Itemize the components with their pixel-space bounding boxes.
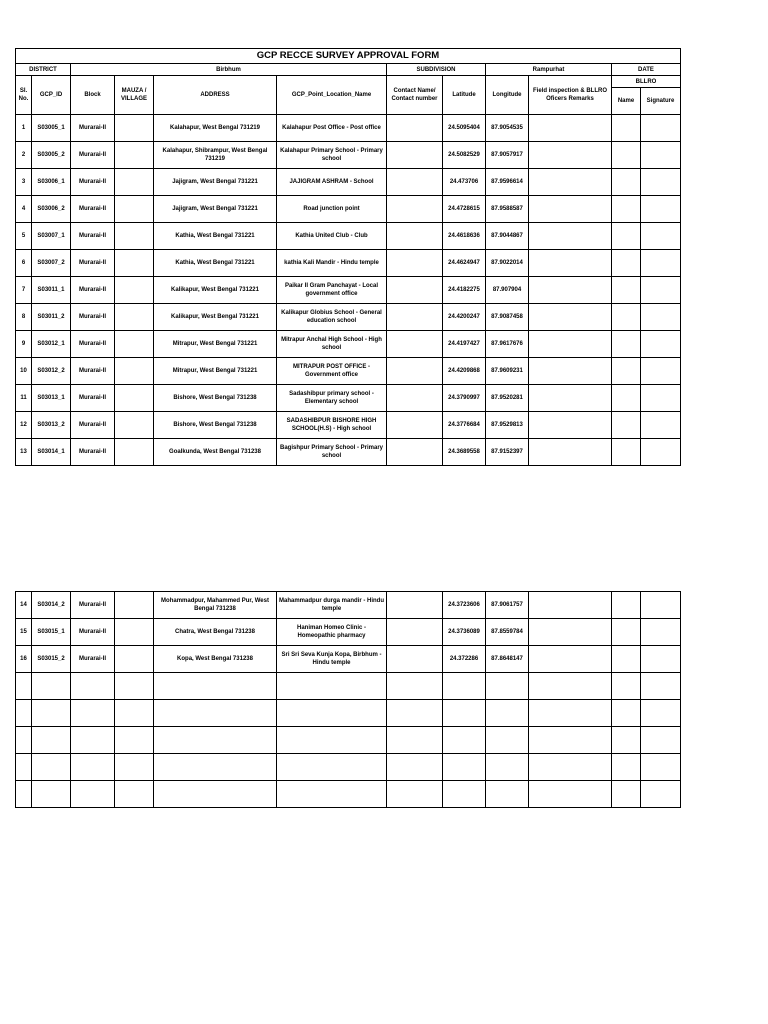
- mauza-cell: [115, 646, 154, 673]
- latitude-cell: 24.3790997: [443, 385, 486, 412]
- bllro-signature-cell: [641, 727, 681, 754]
- gcp-id-cell: S03005_2: [32, 142, 71, 169]
- table-body-page-2: [16, 592, 681, 808]
- bllro-name-cell: [612, 223, 641, 250]
- address-cell: Kathia, West Bengal 731221: [154, 250, 277, 277]
- contact-cell: [387, 331, 443, 358]
- remarks-cell: [529, 331, 612, 358]
- mauza-cell: [115, 142, 154, 169]
- sl-no-cell: 9: [16, 331, 32, 358]
- gcp-id-cell: S03014_2: [32, 592, 71, 619]
- remarks-cell: [529, 619, 612, 646]
- gcp-id-cell: S03012_1: [32, 331, 71, 358]
- bllro-signature-cell: [641, 646, 681, 673]
- location-name-cell: [277, 727, 387, 754]
- location-name-cell: Kalahapur Post Office - Post office: [277, 115, 387, 142]
- latitude-cell: 24.5082529: [443, 142, 486, 169]
- table-row: [16, 250, 681, 277]
- location-name-cell: SADASHIBPUR BISHORE HIGH SCHOOL(H.S) - High school: [277, 412, 387, 439]
- location-name-cell: Mahammadpur durga mandir - Hindu temple: [277, 592, 387, 619]
- table-row: [16, 331, 681, 358]
- mauza-cell: [115, 754, 154, 781]
- latitude-cell: 24.3723606: [443, 592, 486, 619]
- address-cell: Kathia, West Bengal 731221: [154, 223, 277, 250]
- gcp-id-cell: S03007_2: [32, 250, 71, 277]
- remarks-cell: [529, 250, 612, 277]
- contact-cell: [387, 619, 443, 646]
- latitude-cell: [443, 673, 486, 700]
- header-mauza: MAUZA / VILLAGE: [115, 76, 154, 115]
- mauza-cell: [115, 115, 154, 142]
- location-name-cell: [277, 700, 387, 727]
- remarks-cell: [529, 646, 612, 673]
- longitude-cell: 87.907904: [486, 277, 529, 304]
- longitude-cell: 87.8648147: [486, 646, 529, 673]
- header-latitude: Latitude: [443, 76, 486, 115]
- location-name-cell: Kalikapur Globius School - General education school: [277, 304, 387, 331]
- contact-cell: [387, 169, 443, 196]
- bllro-name-cell: [612, 358, 641, 385]
- header-signature: Signature: [641, 88, 681, 115]
- bllro-signature-cell: [641, 169, 681, 196]
- mauza-cell: [115, 277, 154, 304]
- table-row: [16, 196, 681, 223]
- subdivision-value: Rampurhat: [486, 64, 612, 76]
- sl-no-cell: 7: [16, 277, 32, 304]
- gcp-id-cell: S03012_2: [32, 358, 71, 385]
- address-cell: Kalikapur, West Bengal 731221: [154, 304, 277, 331]
- sl-no-cell: 13: [16, 439, 32, 466]
- bllro-signature-cell: [641, 412, 681, 439]
- bllro-name-cell: [612, 385, 641, 412]
- longitude-cell: [486, 673, 529, 700]
- table-row: [16, 727, 681, 754]
- header-name: Name: [612, 88, 641, 115]
- gcp-id-cell: S03015_1: [32, 619, 71, 646]
- latitude-cell: [443, 781, 486, 808]
- bllro-name-cell: [612, 646, 641, 673]
- mauza-cell: [115, 439, 154, 466]
- block-cell: Murarai-II: [71, 592, 115, 619]
- latitude-cell: 24.4624947: [443, 250, 486, 277]
- gcp-id-cell: S03013_1: [32, 385, 71, 412]
- bllro-signature-cell: [641, 619, 681, 646]
- block-cell: Murarai-II: [71, 196, 115, 223]
- block-cell: Murarai-II: [71, 385, 115, 412]
- longitude-cell: 87.9087458: [486, 304, 529, 331]
- address-cell: Mitrapur, West Bengal 731221: [154, 331, 277, 358]
- subdivision-label: SUBDIVISION: [387, 64, 486, 76]
- address-cell: [154, 727, 277, 754]
- remarks-cell: [529, 439, 612, 466]
- district-label: DISTRICT: [16, 64, 71, 76]
- address-cell: [154, 781, 277, 808]
- bllro-signature-cell: [641, 304, 681, 331]
- contact-cell: [387, 727, 443, 754]
- bllro-name-cell: [612, 304, 641, 331]
- mauza-cell: [115, 250, 154, 277]
- block-cell: [71, 673, 115, 700]
- location-name-cell: Kathia United Club - Club: [277, 223, 387, 250]
- table-row: [16, 781, 681, 808]
- mauza-cell: [115, 196, 154, 223]
- table-row: [16, 592, 681, 619]
- remarks-cell: [529, 358, 612, 385]
- longitude-cell: 87.9022014: [486, 250, 529, 277]
- longitude-cell: [486, 727, 529, 754]
- block-cell: [71, 700, 115, 727]
- header-location: GCP_Point_Location_Name: [277, 76, 387, 115]
- table-row: [16, 412, 681, 439]
- gcp-id-cell: S03011_2: [32, 304, 71, 331]
- location-name-cell: Paikar II Gram Panchayat - Local government office: [277, 277, 387, 304]
- bllro-signature-cell: [641, 592, 681, 619]
- location-name-cell: Mitrapur Anchal High School - High school: [277, 331, 387, 358]
- contact-cell: [387, 754, 443, 781]
- gcp-id-cell: [32, 700, 71, 727]
- longitude-cell: [486, 700, 529, 727]
- bllro-name-cell: [612, 781, 641, 808]
- address-cell: Chatra, West Bengal 731238: [154, 619, 277, 646]
- sl-no-cell: 5: [16, 223, 32, 250]
- district-value: Birbhum: [71, 64, 387, 76]
- latitude-cell: 24.3689558: [443, 439, 486, 466]
- block-cell: Murarai-II: [71, 358, 115, 385]
- contact-cell: [387, 196, 443, 223]
- form-title: GCP RECCE SURVEY APPROVAL FORM: [16, 49, 681, 64]
- location-name-cell: JAJIGRAM ASHRAM - School: [277, 169, 387, 196]
- block-cell: Murarai-II: [71, 115, 115, 142]
- mauza-cell: [115, 781, 154, 808]
- location-name-cell: Bagishpur Primary School - Primary school: [277, 439, 387, 466]
- contact-cell: [387, 250, 443, 277]
- contact-cell: [387, 673, 443, 700]
- location-name-cell: Road junction point: [277, 196, 387, 223]
- latitude-cell: [443, 754, 486, 781]
- table-row: [16, 142, 681, 169]
- contact-cell: [387, 439, 443, 466]
- latitude-cell: 24.5095404: [443, 115, 486, 142]
- contact-cell: [387, 223, 443, 250]
- gcp-id-cell: S03007_1: [32, 223, 71, 250]
- latitude-cell: [443, 700, 486, 727]
- header-address: ADDRESS: [154, 76, 277, 115]
- address-cell: [154, 673, 277, 700]
- location-name-cell: [277, 781, 387, 808]
- block-cell: Murarai-II: [71, 331, 115, 358]
- sl-no-cell: 15: [16, 619, 32, 646]
- contact-cell: [387, 115, 443, 142]
- bllro-signature-cell: [641, 385, 681, 412]
- bllro-name-cell: [612, 754, 641, 781]
- table-row: [16, 304, 681, 331]
- block-cell: Murarai-II: [71, 646, 115, 673]
- longitude-cell: 87.9609231: [486, 358, 529, 385]
- bllro-signature-cell: [641, 196, 681, 223]
- bllro-name-cell: [612, 619, 641, 646]
- longitude-cell: 87.9617676: [486, 331, 529, 358]
- gcp-id-cell: [32, 727, 71, 754]
- sl-no-cell: [16, 673, 32, 700]
- contact-cell: [387, 781, 443, 808]
- sl-no-cell: 11: [16, 385, 32, 412]
- address-cell: Kopa, West Bengal 731238: [154, 646, 277, 673]
- address-cell: Mohammadpur, Mahammed Pur, West Bengal 731238: [154, 592, 277, 619]
- header-remarks: Field inspection & BLLRO Oficers Remarks: [529, 76, 612, 115]
- sl-no-cell: [16, 754, 32, 781]
- bllro-name-cell: [612, 115, 641, 142]
- bllro-signature-cell: [641, 115, 681, 142]
- table-body-page-1: [16, 115, 681, 466]
- approval-form-table: [15, 48, 681, 466]
- bllro-signature-cell: [641, 439, 681, 466]
- block-cell: [71, 781, 115, 808]
- latitude-cell: 24.4728615: [443, 196, 486, 223]
- location-name-cell: [277, 754, 387, 781]
- sl-no-cell: 1: [16, 115, 32, 142]
- bllro-signature-cell: [641, 754, 681, 781]
- mauza-cell: [115, 358, 154, 385]
- longitude-cell: 87.9520281: [486, 385, 529, 412]
- header-gcp-id: GCP_ID: [32, 76, 71, 115]
- location-name-cell: [277, 673, 387, 700]
- table-row: [16, 277, 681, 304]
- remarks-cell: [529, 169, 612, 196]
- mauza-cell: [115, 592, 154, 619]
- longitude-cell: 87.9061757: [486, 592, 529, 619]
- table-row: [16, 754, 681, 781]
- sl-no-cell: 2: [16, 142, 32, 169]
- bllro-signature-cell: [641, 781, 681, 808]
- longitude-cell: 87.9057917: [486, 142, 529, 169]
- header-contact: Contact Name/ Contact number: [387, 76, 443, 115]
- address-cell: Mitrapur, West Bengal 731221: [154, 358, 277, 385]
- remarks-cell: [529, 142, 612, 169]
- sl-no-cell: 8: [16, 304, 32, 331]
- address-cell: Kalahapur, Shibrampur, West Bengal 731219: [154, 142, 277, 169]
- bllro-name-cell: [612, 727, 641, 754]
- gcp-id-cell: [32, 673, 71, 700]
- address-cell: [154, 700, 277, 727]
- latitude-cell: 24.4197427: [443, 331, 486, 358]
- bllro-signature-cell: [641, 358, 681, 385]
- bllro-signature-cell: [641, 223, 681, 250]
- bllro-signature-cell: [641, 673, 681, 700]
- latitude-cell: 24.3736089: [443, 619, 486, 646]
- bllro-signature-cell: [641, 277, 681, 304]
- table-row: [16, 169, 681, 196]
- header-block: Block: [71, 76, 115, 115]
- sl-no-cell: 10: [16, 358, 32, 385]
- table-row: [16, 385, 681, 412]
- sl-no-cell: 6: [16, 250, 32, 277]
- remarks-cell: [529, 223, 612, 250]
- gcp-id-cell: S03005_1: [32, 115, 71, 142]
- latitude-cell: 24.3776684: [443, 412, 486, 439]
- latitude-cell: 24.4200247: [443, 304, 486, 331]
- gcp-id-cell: [32, 754, 71, 781]
- sl-no-cell: 12: [16, 412, 32, 439]
- table-row: [16, 673, 681, 700]
- table-row: [16, 358, 681, 385]
- table-row: [16, 439, 681, 466]
- bllro-name-cell: [612, 142, 641, 169]
- longitude-cell: 87.9044867: [486, 223, 529, 250]
- bllro-name-cell: [612, 592, 641, 619]
- longitude-cell: 87.9054535: [486, 115, 529, 142]
- latitude-cell: 24.372286: [443, 646, 486, 673]
- mauza-cell: [115, 673, 154, 700]
- remarks-cell: [529, 700, 612, 727]
- header-longitude: Longitude: [486, 76, 529, 115]
- address-cell: Jajigram, West Bengal 731221: [154, 196, 277, 223]
- table-row: [16, 700, 681, 727]
- block-cell: [71, 754, 115, 781]
- contact-cell: [387, 304, 443, 331]
- bllro-name-cell: [612, 277, 641, 304]
- bllro-name-cell: [612, 169, 641, 196]
- contact-cell: [387, 646, 443, 673]
- longitude-cell: 87.9596614: [486, 169, 529, 196]
- block-cell: Murarai-II: [71, 412, 115, 439]
- remarks-cell: [529, 385, 612, 412]
- remarks-cell: [529, 115, 612, 142]
- remarks-cell: [529, 592, 612, 619]
- block-cell: Murarai-II: [71, 223, 115, 250]
- remarks-cell: [529, 412, 612, 439]
- contact-cell: [387, 385, 443, 412]
- bllro-signature-cell: [641, 250, 681, 277]
- bllro-name-cell: [612, 250, 641, 277]
- gcp-id-cell: S03013_2: [32, 412, 71, 439]
- address-cell: Goalkunda, West Bengal 731238: [154, 439, 277, 466]
- longitude-cell: 87.8559784: [486, 619, 529, 646]
- bllro-name-cell: [612, 412, 641, 439]
- block-cell: Murarai-II: [71, 250, 115, 277]
- date-label: DATE: [612, 64, 681, 76]
- remarks-cell: [529, 277, 612, 304]
- mauza-cell: [115, 412, 154, 439]
- longitude-cell: 87.9588587: [486, 196, 529, 223]
- remarks-cell: [529, 304, 612, 331]
- location-name-cell: kathia Kali Mandir - Hindu temple: [277, 250, 387, 277]
- contact-cell: [387, 700, 443, 727]
- mauza-cell: [115, 169, 154, 196]
- block-cell: Murarai-II: [71, 277, 115, 304]
- block-cell: Murarai-II: [71, 169, 115, 196]
- address-cell: Bishore, West Bengal 731238: [154, 385, 277, 412]
- address-cell: Kalahapur, West Bengal 731219: [154, 115, 277, 142]
- contact-cell: [387, 592, 443, 619]
- gcp-id-cell: S03006_1: [32, 169, 71, 196]
- bllro-name-cell: [612, 331, 641, 358]
- gcp-id-cell: S03014_1: [32, 439, 71, 466]
- latitude-cell: 24.4209868: [443, 358, 486, 385]
- mauza-cell: [115, 700, 154, 727]
- bllro-name-cell: [612, 439, 641, 466]
- gcp-id-cell: [32, 781, 71, 808]
- contact-cell: [387, 358, 443, 385]
- mauza-cell: [115, 727, 154, 754]
- sl-no-cell: [16, 700, 32, 727]
- bllro-name-cell: [612, 673, 641, 700]
- bllro-name-cell: [612, 196, 641, 223]
- contact-cell: [387, 277, 443, 304]
- block-cell: Murarai-II: [71, 142, 115, 169]
- sl-no-cell: [16, 727, 32, 754]
- block-cell: [71, 727, 115, 754]
- location-name-cell: Kalahapur Primary School - Primary school: [277, 142, 387, 169]
- location-name-cell: Sri Sri Seva Kunja Kopa, Birbhum - Hindu temple: [277, 646, 387, 673]
- sl-no-cell: [16, 781, 32, 808]
- sl-no-cell: 16: [16, 646, 32, 673]
- remarks-cell: [529, 727, 612, 754]
- sl-no-cell: 3: [16, 169, 32, 196]
- address-cell: [154, 754, 277, 781]
- address-cell: Jajigram, West Bengal 731221: [154, 169, 277, 196]
- table-row: [16, 223, 681, 250]
- latitude-cell: 24.4182275: [443, 277, 486, 304]
- sl-no-cell: 14: [16, 592, 32, 619]
- block-cell: Murarai-II: [71, 439, 115, 466]
- latitude-cell: 24.4618636: [443, 223, 486, 250]
- longitude-cell: 87.9529813: [486, 412, 529, 439]
- contact-cell: [387, 142, 443, 169]
- header-sl-no: Sl. No.: [16, 76, 32, 115]
- remarks-cell: [529, 754, 612, 781]
- address-cell: Kalikapur, West Bengal 731221: [154, 277, 277, 304]
- location-name-cell: MITRAPUR POST OFFICE - Government office: [277, 358, 387, 385]
- table-row: [16, 115, 681, 142]
- remarks-cell: [529, 196, 612, 223]
- longitude-cell: [486, 754, 529, 781]
- sl-no-cell: 4: [16, 196, 32, 223]
- location-name-cell: Haniman Homeo Clinic - Homeopathic pharmacy: [277, 619, 387, 646]
- remarks-cell: [529, 781, 612, 808]
- block-cell: Murarai-II: [71, 619, 115, 646]
- table-row: [16, 619, 681, 646]
- longitude-cell: [486, 781, 529, 808]
- mauza-cell: [115, 223, 154, 250]
- address-cell: Bishore, West Bengal 731238: [154, 412, 277, 439]
- bllro-name-cell: [612, 700, 641, 727]
- contact-cell: [387, 412, 443, 439]
- bllro-signature-cell: [641, 700, 681, 727]
- gcp-id-cell: S03006_2: [32, 196, 71, 223]
- mauza-cell: [115, 331, 154, 358]
- gcp-id-cell: S03011_1: [32, 277, 71, 304]
- mauza-cell: [115, 304, 154, 331]
- gcp-id-cell: S03015_2: [32, 646, 71, 673]
- mauza-cell: [115, 385, 154, 412]
- remarks-cell: [529, 673, 612, 700]
- bllro-signature-cell: [641, 331, 681, 358]
- mauza-cell: [115, 619, 154, 646]
- location-name-cell: Sadashibpur primary school - Elementary school: [277, 385, 387, 412]
- latitude-cell: 24.473706: [443, 169, 486, 196]
- longitude-cell: 87.9152397: [486, 439, 529, 466]
- header-bllro: BLLRO: [612, 76, 681, 88]
- table-row: [16, 646, 681, 673]
- latitude-cell: [443, 727, 486, 754]
- bllro-signature-cell: [641, 142, 681, 169]
- approval-form-table-continued: [15, 591, 681, 808]
- block-cell: Murarai-II: [71, 304, 115, 331]
